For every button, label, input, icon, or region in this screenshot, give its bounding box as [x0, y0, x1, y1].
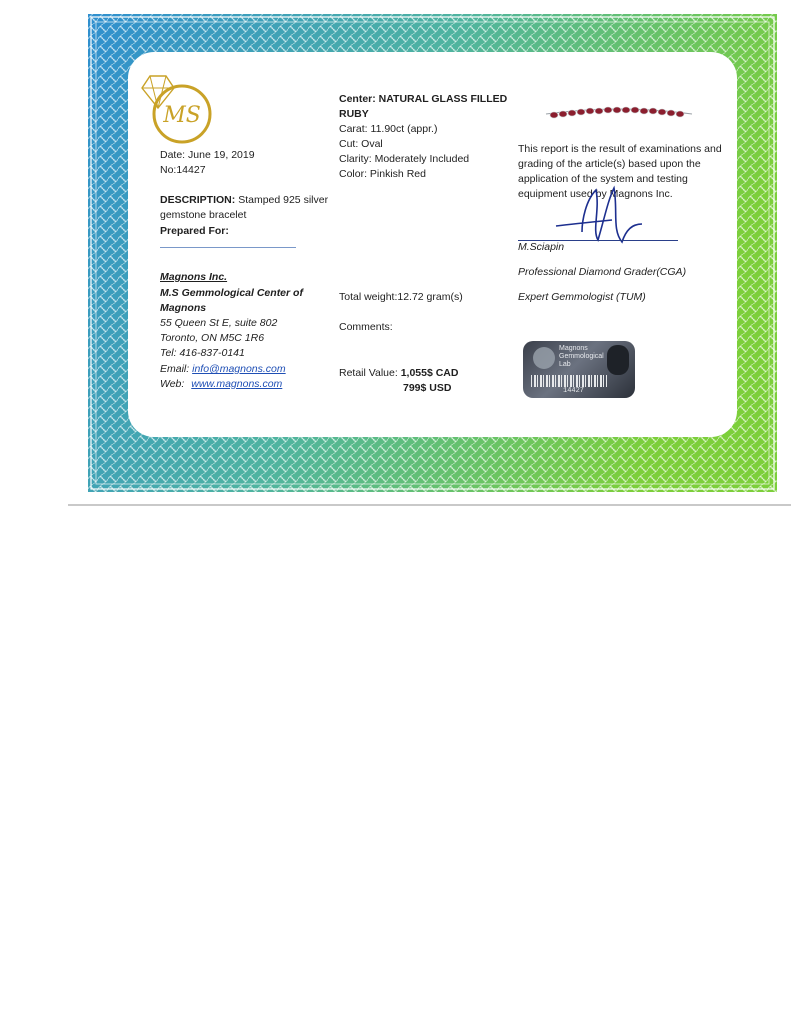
logo-letters: MS: [163, 103, 201, 128]
prepared-for-label: Prepared For:: [160, 225, 229, 237]
signer-title1: Professional Diamond Grader(CGA): [518, 266, 687, 278]
email-link[interactable]: info@magnons.com: [192, 363, 286, 375]
prepared-for-line: [160, 247, 296, 248]
description-line2: gemstone bracelet: [160, 209, 247, 221]
carat-text: Carat: 11.90ct (appr.): [339, 123, 438, 135]
web-row: [160, 377, 282, 392]
report-line3: application of the system and testing: [518, 173, 688, 185]
seal-text: [559, 345, 604, 369]
clarity-text: Clarity: Moderately Included: [339, 153, 470, 165]
date-text: Date: June 19, 2019: [160, 149, 255, 161]
report-line1: This report is the result of examinations and: [518, 143, 722, 155]
company-name: Magnons Inc.: [160, 271, 228, 283]
report-line2: grading of the article(s) based upon the: [518, 158, 701, 170]
address-line1: 55 Queen St E, suite 802: [160, 317, 278, 329]
signature-image: [552, 180, 646, 246]
center-stone-line2: RUBY: [339, 108, 369, 120]
description-line1: [160, 193, 328, 208]
report-line4: equipment used by Magnons Inc.: [518, 188, 673, 200]
telephone: Tel: 416-837-0141: [160, 347, 245, 359]
email-label: Email:: [160, 363, 190, 375]
signer-title2: Expert Gemmologist (TUM): [518, 291, 646, 303]
comments-label: Comments:: [339, 321, 393, 333]
bracelet-image: [544, 102, 694, 124]
retail-value-label: Retail Value:: [339, 367, 398, 379]
seal-text-line2: Gemmological: [559, 353, 604, 360]
certificate-number: No:14427: [160, 164, 206, 176]
signer-name: M.Sciapin: [518, 241, 565, 253]
cut-text: Cut: Oval: [339, 138, 383, 150]
center-name-line2: Magnons: [160, 302, 207, 314]
seal-portrait-icon: [607, 345, 629, 375]
web-label: Web:: [160, 378, 185, 390]
retail-value-usd: 799$ USD: [403, 382, 452, 394]
web-link[interactable]: www.magnons.com: [191, 378, 283, 390]
seal-text-line3: Lab: [559, 361, 571, 368]
seal-text-line1: Magnons: [559, 345, 588, 352]
sheet-edge: [68, 504, 791, 506]
center-name-line1: M.S Gemmological Center of: [160, 287, 303, 299]
description-label: DESCRIPTION:: [160, 194, 236, 206]
seal-barcode: [531, 375, 607, 387]
address-line2: Toronto, ON M5C 1R6: [160, 332, 265, 344]
description-value: Stamped 925 silver: [238, 194, 329, 206]
seal-globe-icon: [533, 347, 555, 369]
retail-value-row: [339, 366, 458, 381]
color-text: Color: Pinkish Red: [339, 168, 426, 180]
ms-logo: [136, 68, 216, 144]
email-row: [160, 362, 286, 377]
retail-value-cad: 1,055$ CAD: [400, 367, 459, 379]
hologram-seal: [523, 341, 635, 398]
total-weight-text: Total weight:12.72 gram(s): [339, 291, 463, 303]
center-stone-line1: Center: NATURAL GLASS FILLED: [339, 93, 508, 105]
seal-number: 14427: [563, 387, 585, 395]
